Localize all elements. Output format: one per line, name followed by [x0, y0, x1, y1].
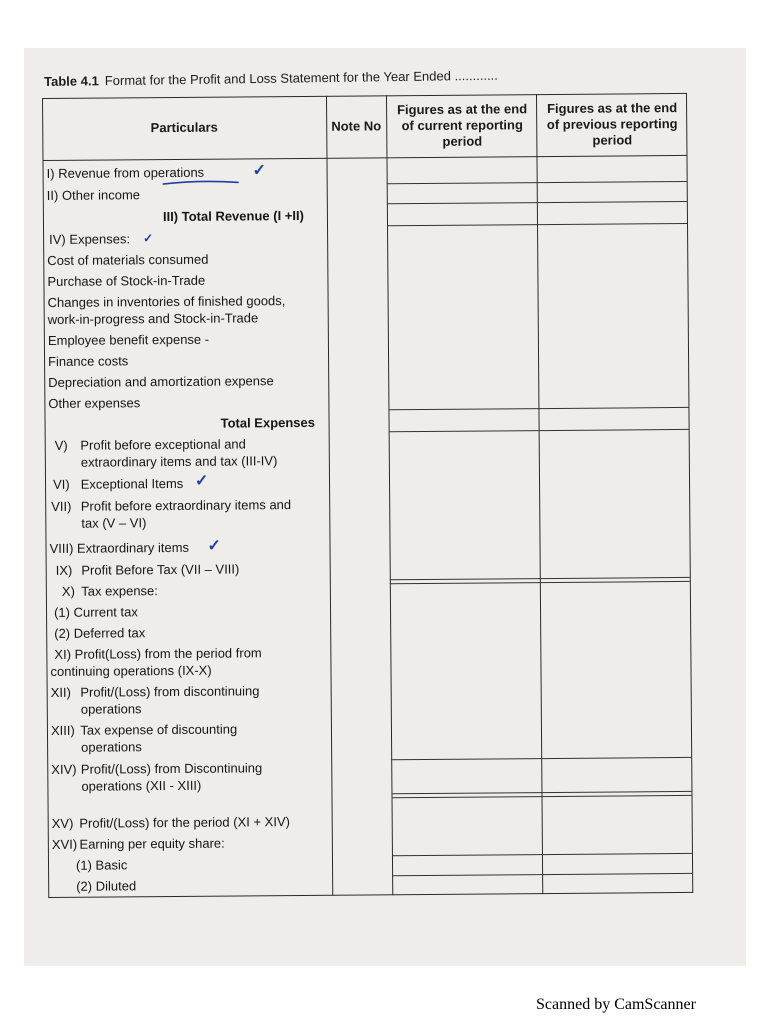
profit-loss-table [42, 93, 693, 898]
row-profit-before-exceptional-cont: extraordinary items and tax (III-IV) [80, 453, 278, 470]
row-exceptional-items: VI) Exceptional Items [52, 475, 184, 492]
underline-stroke [163, 181, 239, 184]
header-current-period: Figures as at the end of current reporting period [397, 101, 528, 149]
row-profit-for-period: XV) Profit/(Loss) for the period (XI + XIV) [51, 814, 290, 831]
handwritten-underline [161, 178, 241, 187]
row-extraordinary-items: VIII) Extraordinary items [49, 539, 190, 556]
row-eps-basic: (1) Basic [75, 857, 128, 873]
row-tax-discounting: XIII) Tax expense of discounting [50, 721, 238, 738]
row-purchase-stock: Purchase of Stock-in-Trade [47, 272, 206, 289]
row-other-expenses: Other expenses [48, 395, 141, 411]
table-number: Table 4.1 [44, 73, 99, 89]
row-total-expenses: Total Expenses [220, 414, 316, 431]
row-depreciation: Depreciation and amortization expense [48, 373, 274, 390]
handwritten-checkmark-icon: ✓ [252, 162, 267, 180]
header-particulars: Particulars [150, 119, 218, 136]
row-profit-discontinuing-cont: operations [80, 701, 142, 717]
row-employee-benefit: Employee benefit expense - [47, 331, 210, 348]
table-title: Format for the Profit and Loss Statement for the Year Ended ............ [104, 67, 498, 89]
row-earning-per-share: XVI) Earning per equity share: [51, 835, 225, 852]
row-changes-inventories: Changes in inventories of finished goods, [47, 293, 286, 310]
row-total-revenue: III) Total Revenue (I +II) [162, 207, 304, 225]
row-changes-inventories-cont: work-in-progress and Stock-in-Trade [47, 310, 259, 327]
header-note-no: Note No [331, 118, 382, 134]
row-profit-discontinuing: XII) Profit/(Loss) from discontinuing [50, 683, 260, 700]
row-deferred-tax: (2) Deferred tax [54, 625, 146, 641]
column-divider-previous [536, 94, 543, 894]
row-profit-continuing-cont: continuing operations (IX-X) [50, 662, 212, 679]
handwritten-checkmark-icon: ✓ [143, 231, 154, 246]
row-eps-diluted: (2) Diluted [76, 878, 137, 894]
row-profit-before-exceptional: V) Profit before exceptional and [54, 436, 246, 453]
row-cost-of-materials: Cost of materials consumed [47, 251, 209, 268]
row-expenses: IV) Expenses: [49, 231, 131, 247]
row-current-tax: (1) Current tax [53, 604, 138, 620]
row-tax-expense: X) Tax expense: [61, 583, 158, 599]
row-finance-costs: Finance costs [48, 353, 129, 369]
row-profit-before-extraordinary-cont: tax (V – VI) [81, 515, 147, 531]
handwritten-checkmark-icon: ✓ [207, 537, 221, 555]
row-profit-discontinuing-net: XIV) Profit/(Loss) from Discontinuing [51, 760, 263, 777]
row-revenue-from-operations: I) Revenue from operations [46, 164, 205, 181]
column-divider-current [386, 95, 393, 895]
row-profit-before-extraordinary: VII) Profit before extraordinary items and [51, 497, 292, 514]
row-profit-discontinuing-net-cont: operations (XII - XIII) [81, 777, 202, 794]
row-other-income: II) Other income [46, 187, 141, 203]
row-profit-continuing: XI) Profit(Loss) from the period from [54, 645, 262, 662]
header-previous-period: Figures as at the end of previous reporting period [546, 100, 678, 148]
row-tax-discounting-cont: operations [81, 739, 142, 755]
scanner-watermark: Scanned by CamScanner [536, 996, 696, 1013]
handwritten-checkmark-icon: ✓ [194, 472, 209, 490]
row-profit-before-tax: IX) Profit Before Tax (VII – VIII) [55, 561, 240, 578]
column-divider-note [326, 96, 333, 896]
